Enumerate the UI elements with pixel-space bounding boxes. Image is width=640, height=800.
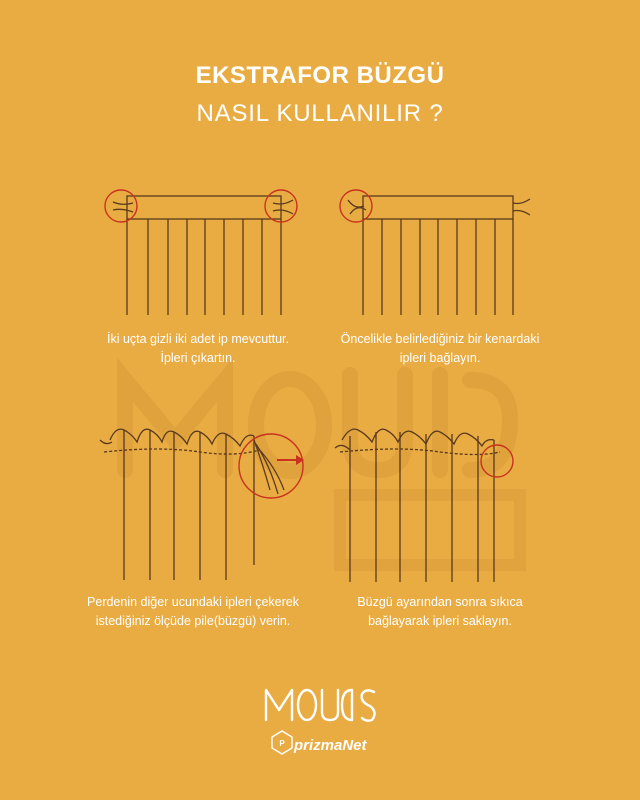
step-2-line-2: ipleri bağlayın. [399, 351, 481, 365]
sub-logo-text: prizmaNet [294, 737, 367, 754]
prizmanet-logo [272, 731, 292, 754]
step-3-line-2: istediğiniz ölçüde pile(büzgü) verin. [95, 614, 291, 628]
step-1-line-2: İpleri çıkartın. [160, 351, 236, 365]
step-3-line-1: Perdenin diğer ucundaki ipleri çekerek [87, 595, 299, 609]
page-subtitle: NASIL KULLANILIR ? [196, 100, 444, 127]
step-4-line-1: Büzgü ayarından sonra sıkıca [357, 595, 523, 609]
step-2-line-1: Öncelikle belirlediğiniz bir kenardaki [340, 332, 540, 346]
svg-text:P: P [279, 739, 285, 748]
mouds-logo [266, 690, 375, 721]
step-4-line-2: bağlayarak ipleri saklayın. [368, 614, 512, 628]
page-title: EKSTRAFOR BÜZGÜ [195, 62, 445, 89]
step-1-line-1: İki uçta gizli iki adet ip mevcuttur. [106, 332, 290, 346]
